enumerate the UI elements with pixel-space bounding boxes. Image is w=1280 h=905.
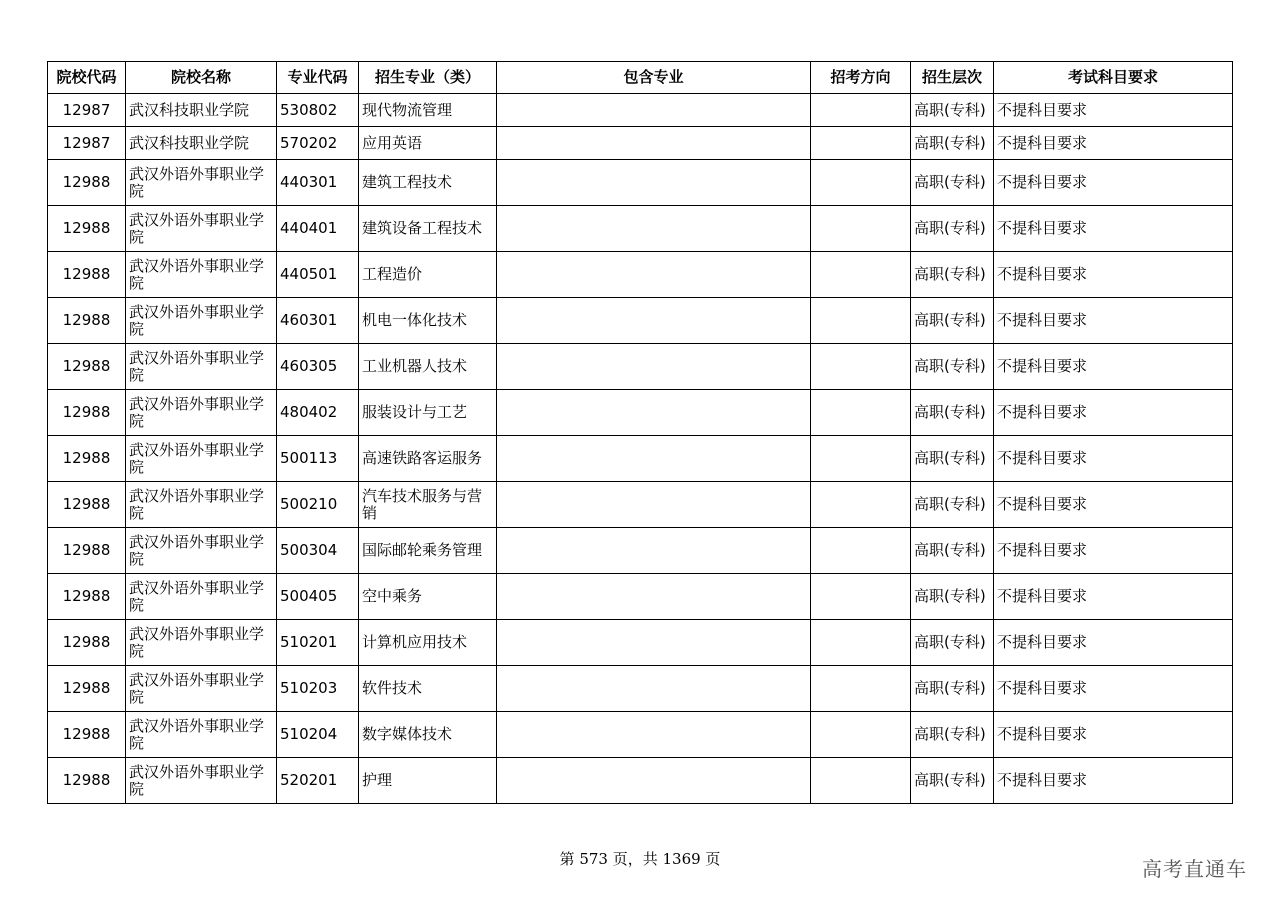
level-cell: 高职(专科) bbox=[911, 574, 994, 620]
major-cell: 建筑工程技术 bbox=[359, 160, 497, 206]
school-code-cell: 12987 bbox=[48, 127, 126, 160]
exam-requirement-cell: 不提科目要求 bbox=[994, 436, 1233, 482]
level-cell: 高职(专科) bbox=[911, 298, 994, 344]
major-code-cell: 500210 bbox=[277, 482, 359, 528]
direction-cell bbox=[811, 94, 911, 127]
included-majors-cell bbox=[497, 390, 811, 436]
direction-cell bbox=[811, 528, 911, 574]
school-code-cell: 12988 bbox=[48, 620, 126, 666]
table-body bbox=[48, 94, 1233, 804]
level-cell: 高职(专科) bbox=[911, 344, 994, 390]
included-majors-cell bbox=[497, 620, 811, 666]
direction-cell bbox=[811, 666, 911, 712]
school-name-cell: 武汉外语外事职业学院 bbox=[126, 160, 277, 206]
exam-requirement-cell: 不提科目要求 bbox=[994, 574, 1233, 620]
school-code-cell: 12988 bbox=[48, 344, 126, 390]
watermark: 高考直通车 bbox=[1142, 857, 1247, 881]
school-name-cell: 武汉外语外事职业学院 bbox=[126, 436, 277, 482]
included-majors-cell bbox=[497, 160, 811, 206]
level-cell: 高职(专科) bbox=[911, 436, 994, 482]
school-name-cell: 武汉科技职业学院 bbox=[126, 94, 277, 127]
direction-cell bbox=[811, 436, 911, 482]
table-row bbox=[48, 574, 1233, 620]
header-school-name: 院校名称 bbox=[126, 62, 277, 94]
exam-requirement-cell: 不提科目要求 bbox=[994, 528, 1233, 574]
direction-cell bbox=[811, 298, 911, 344]
level-cell: 高职(专科) bbox=[911, 482, 994, 528]
major-cell: 软件技术 bbox=[359, 666, 497, 712]
major-code-cell: 440401 bbox=[277, 206, 359, 252]
table-row bbox=[48, 390, 1233, 436]
included-majors-cell bbox=[497, 528, 811, 574]
header-level: 招生层次 bbox=[911, 62, 994, 94]
table-row bbox=[48, 482, 1233, 528]
direction-cell bbox=[811, 390, 911, 436]
major-cell: 高速铁路客运服务 bbox=[359, 436, 497, 482]
level-cell: 高职(专科) bbox=[911, 528, 994, 574]
major-cell: 空中乘务 bbox=[359, 574, 497, 620]
table-row bbox=[48, 436, 1233, 482]
major-code-cell: 510201 bbox=[277, 620, 359, 666]
direction-cell bbox=[811, 620, 911, 666]
exam-requirement-cell: 不提科目要求 bbox=[994, 298, 1233, 344]
exam-requirement-cell: 不提科目要求 bbox=[994, 127, 1233, 160]
direction-cell bbox=[811, 758, 911, 804]
major-code-cell: 500304 bbox=[277, 528, 359, 574]
included-majors-cell bbox=[497, 758, 811, 804]
major-code-cell: 480402 bbox=[277, 390, 359, 436]
included-majors-cell bbox=[497, 252, 811, 298]
major-cell: 国际邮轮乘务管理 bbox=[359, 528, 497, 574]
major-code-cell: 520201 bbox=[277, 758, 359, 804]
school-name-cell: 武汉外语外事职业学院 bbox=[126, 298, 277, 344]
major-cell: 计算机应用技术 bbox=[359, 620, 497, 666]
table-row bbox=[48, 94, 1233, 127]
school-name-cell: 武汉外语外事职业学院 bbox=[126, 574, 277, 620]
major-code-cell: 460301 bbox=[277, 298, 359, 344]
major-cell: 建筑设备工程技术 bbox=[359, 206, 497, 252]
major-cell: 护理 bbox=[359, 758, 497, 804]
school-code-cell: 12987 bbox=[48, 94, 126, 127]
direction-cell bbox=[811, 206, 911, 252]
school-code-cell: 12988 bbox=[48, 666, 126, 712]
header-direction: 招考方向 bbox=[811, 62, 911, 94]
school-name-cell: 武汉外语外事职业学院 bbox=[126, 344, 277, 390]
exam-requirement-cell: 不提科目要求 bbox=[994, 252, 1233, 298]
admission-table bbox=[47, 61, 1233, 804]
table-row bbox=[48, 206, 1233, 252]
level-cell: 高职(专科) bbox=[911, 94, 994, 127]
level-cell: 高职(专科) bbox=[911, 160, 994, 206]
major-cell: 应用英语 bbox=[359, 127, 497, 160]
table-row bbox=[48, 758, 1233, 804]
school-code-cell: 12988 bbox=[48, 390, 126, 436]
school-name-cell: 武汉外语外事职业学院 bbox=[126, 390, 277, 436]
major-cell: 服装设计与工艺 bbox=[359, 390, 497, 436]
school-name-cell: 武汉外语外事职业学院 bbox=[126, 712, 277, 758]
major-code-cell: 460305 bbox=[277, 344, 359, 390]
exam-requirement-cell: 不提科目要求 bbox=[994, 390, 1233, 436]
school-code-cell: 12988 bbox=[48, 758, 126, 804]
school-code-cell: 12988 bbox=[48, 482, 126, 528]
included-majors-cell bbox=[497, 344, 811, 390]
level-cell: 高职(专科) bbox=[911, 252, 994, 298]
major-code-cell: 440301 bbox=[277, 160, 359, 206]
header-major-code: 专业代码 bbox=[277, 62, 359, 94]
table-row bbox=[48, 252, 1233, 298]
major-cell: 数字媒体技术 bbox=[359, 712, 497, 758]
level-cell: 高职(专科) bbox=[911, 206, 994, 252]
school-name-cell: 武汉外语外事职业学院 bbox=[126, 620, 277, 666]
major-cell: 工业机器人技术 bbox=[359, 344, 497, 390]
direction-cell bbox=[811, 252, 911, 298]
header-exam-requirement: 考试科目要求 bbox=[994, 62, 1233, 94]
level-cell: 高职(专科) bbox=[911, 127, 994, 160]
exam-requirement-cell: 不提科目要求 bbox=[994, 482, 1233, 528]
table-row bbox=[48, 160, 1233, 206]
school-code-cell: 12988 bbox=[48, 298, 126, 344]
table-row bbox=[48, 344, 1233, 390]
school-code-cell: 12988 bbox=[48, 712, 126, 758]
major-cell: 现代物流管理 bbox=[359, 94, 497, 127]
level-cell: 高职(专科) bbox=[911, 390, 994, 436]
school-code-cell: 12988 bbox=[48, 206, 126, 252]
included-majors-cell bbox=[497, 127, 811, 160]
included-majors-cell bbox=[497, 666, 811, 712]
table-row bbox=[48, 127, 1233, 160]
direction-cell bbox=[811, 160, 911, 206]
school-name-cell: 武汉科技职业学院 bbox=[126, 127, 277, 160]
table-row bbox=[48, 712, 1233, 758]
level-cell: 高职(专科) bbox=[911, 712, 994, 758]
included-majors-cell bbox=[497, 482, 811, 528]
exam-requirement-cell: 不提科目要求 bbox=[994, 712, 1233, 758]
exam-requirement-cell: 不提科目要求 bbox=[994, 206, 1233, 252]
school-code-cell: 12988 bbox=[48, 160, 126, 206]
header-school-code: 院校代码 bbox=[48, 62, 126, 94]
level-cell: 高职(专科) bbox=[911, 666, 994, 712]
table-row bbox=[48, 620, 1233, 666]
school-code-cell: 12988 bbox=[48, 252, 126, 298]
major-cell: 汽车技术服务与营销 bbox=[359, 482, 497, 528]
included-majors-cell bbox=[497, 206, 811, 252]
school-code-cell: 12988 bbox=[48, 528, 126, 574]
header-row bbox=[48, 62, 1233, 94]
major-cell: 工程造价 bbox=[359, 252, 497, 298]
included-majors-cell bbox=[497, 574, 811, 620]
school-code-cell: 12988 bbox=[48, 436, 126, 482]
major-code-cell: 510203 bbox=[277, 666, 359, 712]
direction-cell bbox=[811, 712, 911, 758]
major-code-cell: 440501 bbox=[277, 252, 359, 298]
included-majors-cell bbox=[497, 94, 811, 127]
direction-cell bbox=[811, 574, 911, 620]
exam-requirement-cell: 不提科目要求 bbox=[994, 344, 1233, 390]
level-cell: 高职(专科) bbox=[911, 620, 994, 666]
direction-cell bbox=[811, 344, 911, 390]
header-major: 招生专业（类） bbox=[359, 62, 497, 94]
table-row bbox=[48, 298, 1233, 344]
exam-requirement-cell: 不提科目要求 bbox=[994, 94, 1233, 127]
level-cell: 高职(专科) bbox=[911, 758, 994, 804]
exam-requirement-cell: 不提科目要求 bbox=[994, 758, 1233, 804]
school-name-cell: 武汉外语外事职业学院 bbox=[126, 252, 277, 298]
exam-requirement-cell: 不提科目要求 bbox=[994, 160, 1233, 206]
school-name-cell: 武汉外语外事职业学院 bbox=[126, 206, 277, 252]
major-code-cell: 500405 bbox=[277, 574, 359, 620]
major-code-cell: 510204 bbox=[277, 712, 359, 758]
major-code-cell: 570202 bbox=[277, 127, 359, 160]
included-majors-cell bbox=[497, 298, 811, 344]
header-included-majors: 包含专业 bbox=[497, 62, 811, 94]
major-code-cell: 500113 bbox=[277, 436, 359, 482]
direction-cell bbox=[811, 482, 911, 528]
included-majors-cell bbox=[497, 712, 811, 758]
page-number: 第 573 页，共 1369 页 bbox=[559, 850, 721, 868]
exam-requirement-cell: 不提科目要求 bbox=[994, 666, 1233, 712]
school-name-cell: 武汉外语外事职业学院 bbox=[126, 666, 277, 712]
exam-requirement-cell: 不提科目要求 bbox=[994, 620, 1233, 666]
major-code-cell: 530802 bbox=[277, 94, 359, 127]
included-majors-cell bbox=[497, 436, 811, 482]
table-row bbox=[48, 528, 1233, 574]
major-cell: 机电一体化技术 bbox=[359, 298, 497, 344]
direction-cell bbox=[811, 127, 911, 160]
school-name-cell: 武汉外语外事职业学院 bbox=[126, 758, 277, 804]
school-name-cell: 武汉外语外事职业学院 bbox=[126, 528, 277, 574]
school-code-cell: 12988 bbox=[48, 574, 126, 620]
school-name-cell: 武汉外语外事职业学院 bbox=[126, 482, 277, 528]
table-row bbox=[48, 666, 1233, 712]
